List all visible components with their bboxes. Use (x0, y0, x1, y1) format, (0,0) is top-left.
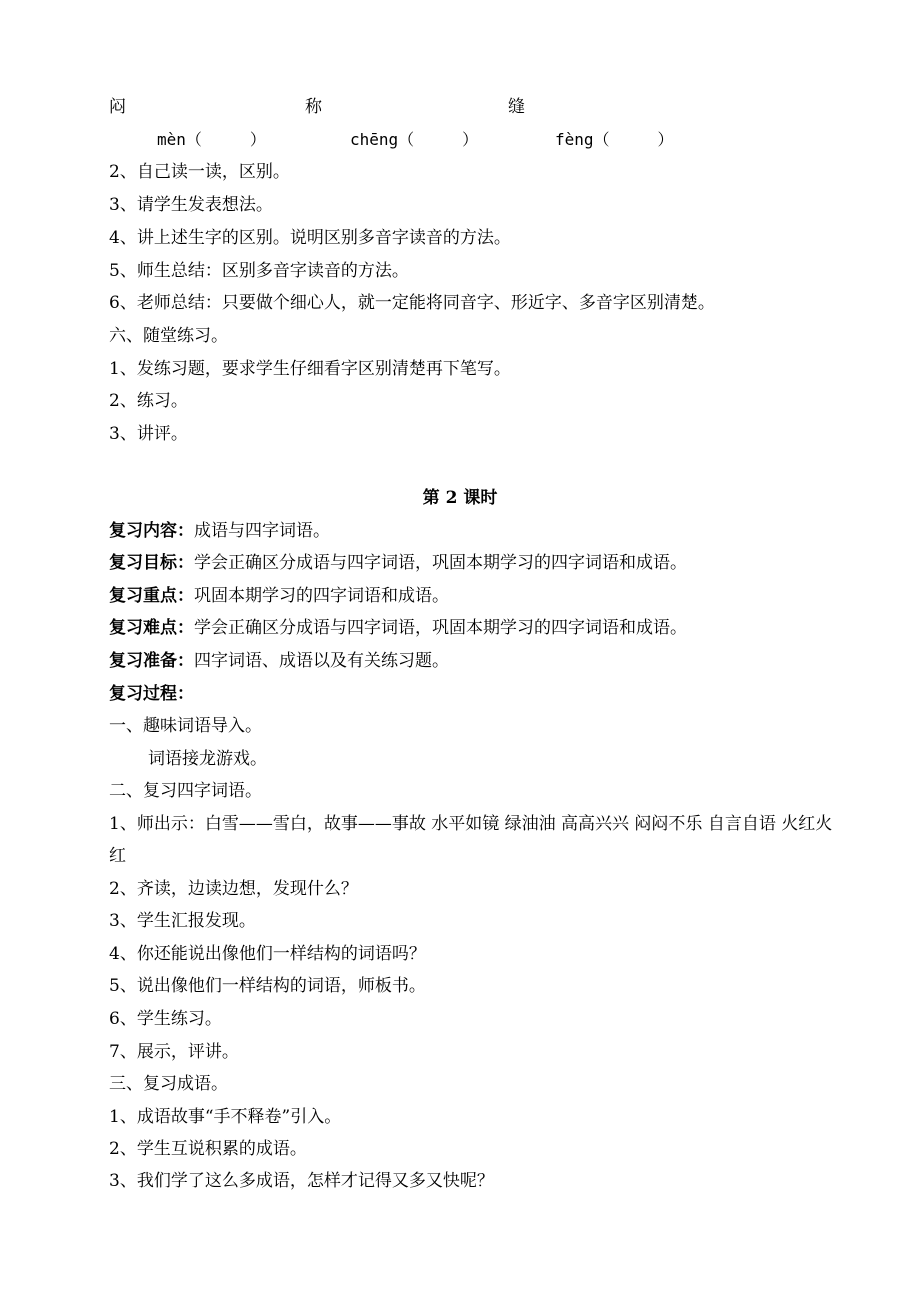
pinyin-cheng: chēng（ ） (350, 130, 479, 149)
section-heading: 六、随堂练习。 (109, 326, 228, 346)
meta-focus (109, 585, 840, 607)
list-item: 2、学生互说积累的成语。 (109, 1139, 307, 1159)
list-item: 3、讲评。 (109, 424, 188, 444)
lesson-title: 第 2 课时 (422, 488, 498, 508)
char-cheng: 称 (305, 97, 322, 117)
section-heading: 一、趣味词语导入。 (109, 716, 262, 736)
list-item: 5、说出像他们一样结构的词语，师板书。 (109, 976, 426, 996)
list-item: 2、齐读，边读边想，发现什么？ (109, 879, 358, 899)
meta-difficulty (109, 617, 840, 639)
meta-label: 复习目标： (109, 553, 194, 573)
char-feng: 缝 (508, 97, 525, 117)
meta-process (109, 683, 840, 705)
pinyin-men: mèn（ ） (157, 130, 266, 149)
meta-label: 复习难点： (109, 618, 194, 638)
list-item: 1、成语故事“手不释卷”引入。 (109, 1107, 342, 1127)
meta-goal (109, 552, 840, 574)
list-item: 1、发练习题，要求学生仔细看字区别清楚再下笔写。 (109, 359, 511, 379)
list-item: 3、学生汇报发现。 (109, 911, 256, 931)
list-item: 3、请学生发表想法。 (109, 195, 273, 215)
list-item: 5、师生总结：区别多音字读音的方法。 (109, 261, 409, 281)
section-heading: 二、复习四字词语。 (109, 781, 262, 801)
list-item: 6、学生练习。 (109, 1009, 222, 1029)
list-item: 3、我们学了这么多成语，怎样才记得又多又快呢？ (109, 1171, 494, 1191)
meta-value: 四字词语、成语以及有关练习题。 (194, 651, 449, 671)
meta-content (109, 520, 840, 542)
list-item: 1、师出示：白雪——雪白，故事——事故 水平如镜 绿油油 高高兴兴 闷闷不乐 自言自语 火红火红 (109, 814, 833, 866)
meta-preparation (109, 650, 840, 672)
meta-value: 学会正确区分成语与四字词语，巩固本期学习的四字词语和成语。 (194, 618, 687, 638)
meta-label: 复习过程： (109, 684, 194, 704)
meta-value: 学会正确区分成语与四字词语，巩固本期学习的四字词语和成语。 (194, 553, 687, 573)
list-item: 6、老师总结：只要做个细心人，就一定能将同音字、形近字、多音字区别清楚。 (109, 293, 715, 313)
list-item: 2、练习。 (109, 391, 188, 411)
list-item: 词语接龙游戏。 (148, 749, 267, 769)
section-heading: 三、复习成语。 (109, 1074, 228, 1094)
meta-label: 复习重点： (109, 586, 194, 606)
list-item: 4、你还能说出像他们一样结构的词语吗？ (109, 944, 426, 964)
list-item: 7、展示，评讲。 (109, 1042, 239, 1062)
meta-value: 巩固本期学习的四字词语和成语。 (194, 586, 449, 606)
char-men: 闷 (109, 97, 126, 117)
meta-value: 成语与四字词语。 (194, 521, 330, 541)
meta-label: 复习准备： (109, 651, 194, 671)
meta-label: 复习内容： (109, 521, 194, 541)
pinyin-feng: fèng（ ） (555, 130, 674, 149)
list-item: 4、讲上述生字的区别。说明区别多音字读音的方法。 (109, 228, 511, 248)
list-item: 2、自己读一读，区别。 (109, 162, 290, 182)
